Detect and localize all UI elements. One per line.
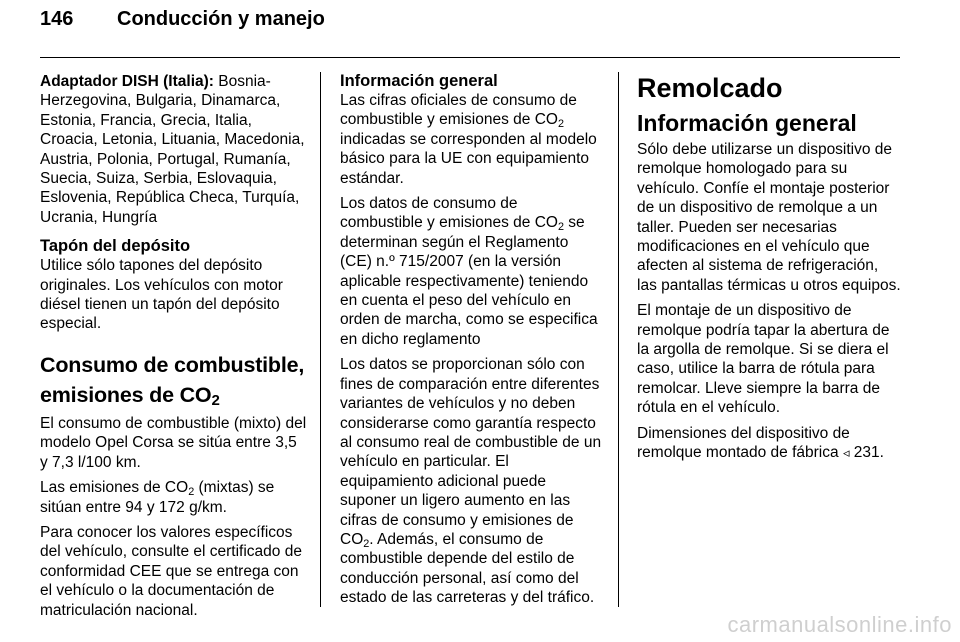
consumo-paragraph-1: El consumo de combustible (mixto) del modelo Opel Corsa se sitúa entre 3,5 y 7,3 l/100 km.	[40, 414, 307, 471]
info-paragraph-2: Los datos de consumo de combustible y emisiones de $CO_2$ se determinan según el Reglamento (CE) n.º 715/2007 (en la versión aplicable respectivamente) teniendo en cuenta el peso del vehículo en orden de marcha, como se especifica en dicho reglamento	[340, 195, 598, 348]
remolcado-paragraph-3: Dimensiones del dispositivo de remolque montado de fábrica ◃ 231.	[637, 424, 884, 462]
heading-consumo-combustible: Consumo de combustible, emisiones de $CO_2$	[40, 352, 305, 409]
heading-informacion-general: Información general	[340, 72, 498, 90]
column-divider-left	[320, 72, 321, 607]
info-paragraph-3: Los datos se proporcionan sólo con fines de comparación entre diferentes variantes de vehículos y no deben considerarse como garantía respecto al consumo real de combustible de un vehículo en particular. El equipamiento adicional puede suponer un ligero aumento en las cifras de consumo y emisiones de $CO_2$. Además, el consumo de combustible depende del estilo de conducción personal, así como del estado de las carreteras y del tráfico.	[340, 356, 602, 607]
column-left	[40, 72, 308, 626]
remolcado-paragraph-1: Sólo debe utilizarse un dispositivo de remolque homologado para su vehículo. Confíe el montaje posterior de un dispositivo de remolque a un taller. Pueden ser necesarias modificaciones en el vehículo que afecten al sistema de refrigeración, las pantallas térmicas u otros equipos.	[637, 141, 901, 294]
page-number: 146	[40, 8, 74, 30]
heading-tapon-deposito: Tapón del depósito	[40, 237, 191, 256]
dish-paragraph	[40, 72, 308, 227]
info-paragraph-1: Las cifras oficiales de consumo de combustible y emisiones de $CO_2$ indicadas se corresponden al modelo básico para la UE con equipamiento estándar.	[340, 92, 597, 187]
tapon-paragraph: Utilice sólo tapones del depósito originales. Los vehículos con motor diésel tienen un tapón del depósito especial.	[40, 257, 283, 333]
column-right	[637, 72, 901, 469]
consumo-paragraph-2: Las emisiones de $CO_2$ (mixtas) se sitúan entre 94 y 172 g/km.	[40, 479, 275, 516]
dish-label: Adaptador DISH (Italia):	[40, 73, 214, 90]
dish-text: Bosnia-Herzegovina, Bulgaria, Dinamarca, Estonia, Francia, Grecia, Italia, Croacia, Letonia, Lituania, Macedonia, Austria, Polonia, Portugal, Rumanía, Suecia, Suiza, Serbia, Eslovaquia, Eslovenia, República Checa, Turquía, Ucrania, Hungría	[40, 73, 305, 226]
page-reference-icon: ◃	[842, 445, 850, 461]
running-head-title: Conducción y manejo	[117, 8, 325, 30]
consumo-paragraph-3: Para conocer los valores específicos del vehículo, consulte el certificado de conformidad CEE que se entrega con el vehículo o la documentación de matriculación nacional.	[40, 523, 302, 619]
remolcado-paragraph-2: El montaje de un dispositivo de remolque podría tapar la abertura de la argolla de remolque. Si se diera el caso, utilice la barra de rótula para remolcar. Lleve siempre la barra de rótula en el vehículo.	[637, 302, 890, 417]
column-divider-right	[618, 72, 619, 607]
heading-remolcado-informacion-general: Información general	[637, 110, 857, 136]
header-rule	[40, 57, 900, 58]
watermark: carmanualsonline.info	[727, 612, 952, 637]
page-reference-link[interactable]: 231.	[849, 444, 884, 462]
column-middle	[340, 72, 604, 614]
section-title-remolcado: Remolcado	[637, 73, 783, 103]
